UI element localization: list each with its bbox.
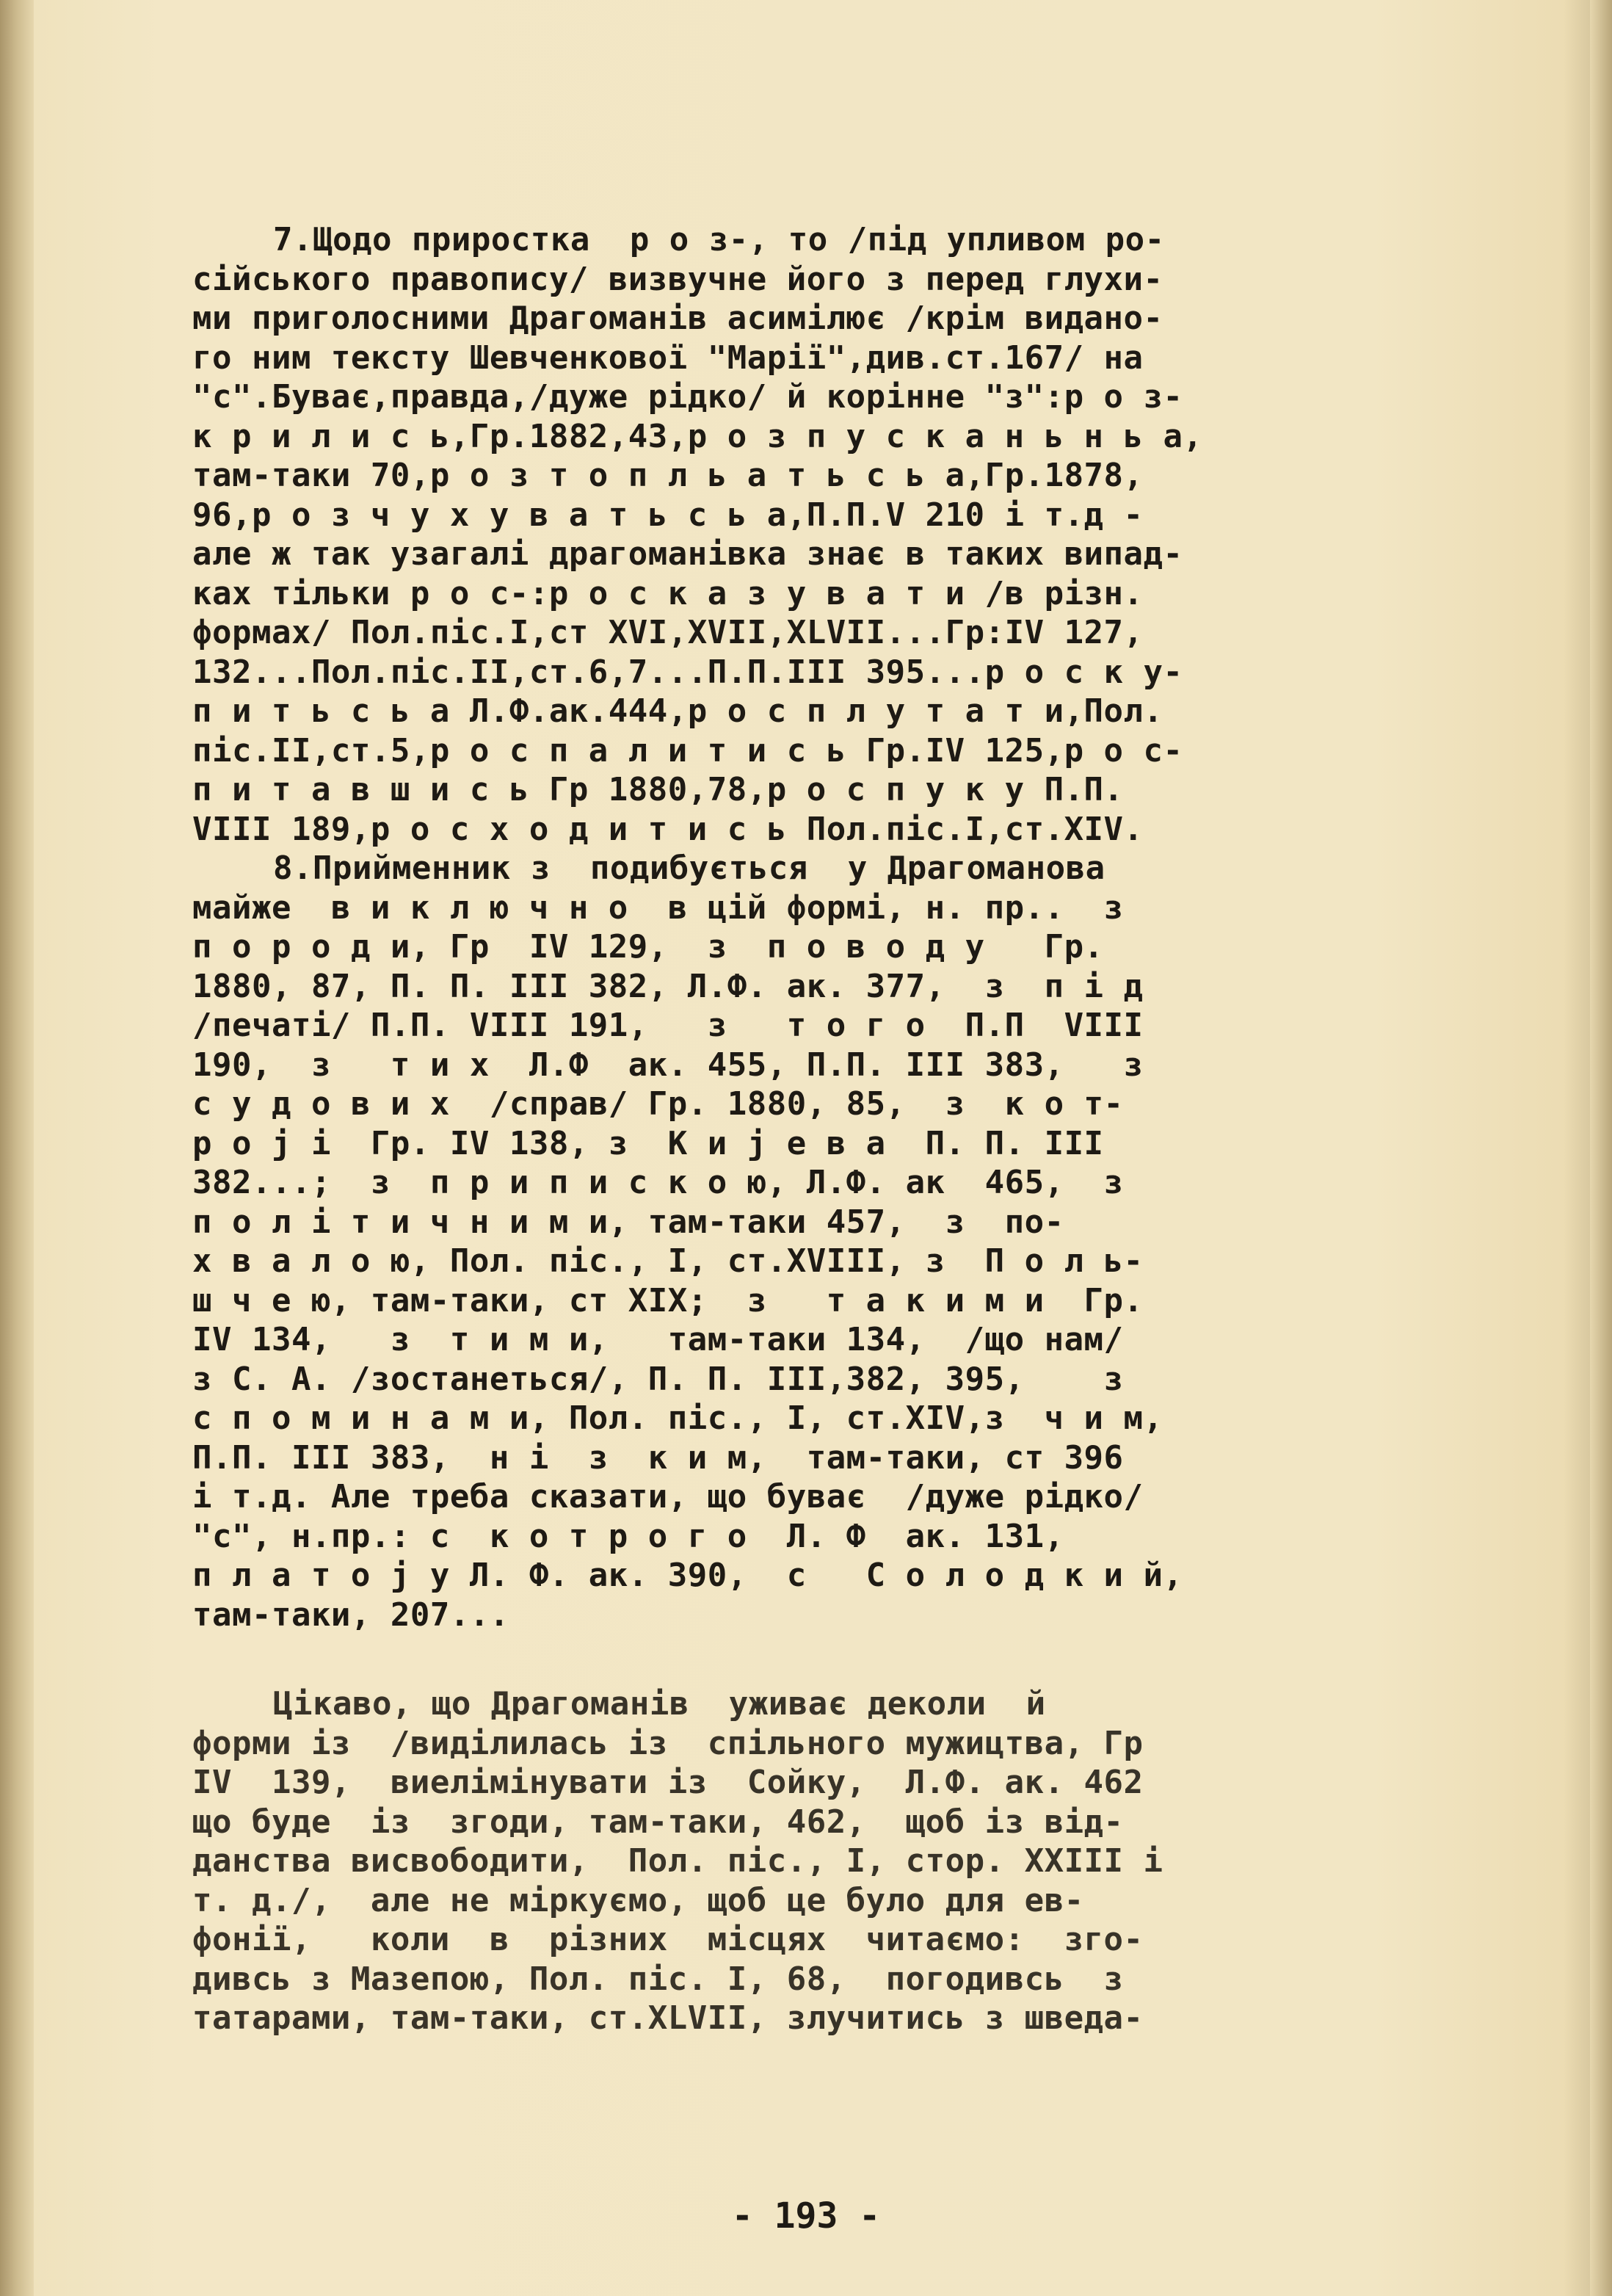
text-line: го ним тексту Шевченкової "Марії",див.ст.167/ на <box>192 338 1144 377</box>
page-number: - 193 - <box>731 2195 881 2237</box>
text-line: піс.II,ст.5,р о с п а л и т и с ь Гр.IV 125,р о с- <box>192 731 1183 769</box>
text-line: IV 134, з т и м и, там-таки 134, /що нам/ <box>192 1321 1124 1358</box>
paragraph-8 <box>192 849 1382 1634</box>
text-line: майже в и к л ю ч н о в цій формі, н. пр.. з <box>192 888 1124 927</box>
text-line: "с", н.пр.: с к о т р о г о Л. Ф ак. 131, <box>192 1517 1064 1555</box>
text-line: з С. А. /зостанеться/, П. П. III,382, 395, з <box>192 1360 1124 1398</box>
text-line: п л а т о j у Л. Ф. ак. 390, с С о л о д к и й, <box>192 1557 1183 1594</box>
text-line: але ж так узагалі драгоманівка знає в таких випад- <box>192 535 1183 573</box>
text-line: форми із /виділилась із спільного мужицтва, Гр <box>192 1724 1144 1762</box>
text-line: 1880, 87, П. П. III 382, Л.Ф. ак. 377, з п і д <box>192 967 1144 1005</box>
paragraph-9 <box>192 1684 1382 2038</box>
text-line: П.П. III 383, н і з к и м, там-таки, ст 396 <box>192 1438 1124 1477</box>
text-line: 190, з т и х Л.Ф ак. 455, П.П. III 383, з <box>192 1046 1144 1084</box>
text-line: Цікаво, що Драгоманів уживає деколи й <box>273 1685 1046 1723</box>
paragraph-gap <box>192 1634 1382 1684</box>
text-line: що буде із згоди, там-таки, 462, щоб із від- <box>192 1803 1124 1841</box>
typewritten-text <box>192 220 1382 2038</box>
text-line: 8.Прийменник з подибується у Драгоманова <box>273 850 1105 887</box>
text-line: п и т а в ш и с ь Гр 1880,78,р о с п у к у П.П. <box>192 771 1124 808</box>
text-line: ках тільки р о с-:р о с к а з у в а т и /в різн. <box>192 574 1144 612</box>
text-line: там-таки 70,р о з т о п л ь а т ь с ь а,Гр.1878, <box>192 457 1144 494</box>
text-line: татарами, там-таки, ст.XLVII, злучитись з шведа- <box>192 1999 1144 2037</box>
text-line: там-таки, 207... <box>192 1596 509 1634</box>
text-line: дивсь з Мазепою, Пол. піс. I, 68, погодивсь з <box>192 1960 1124 1998</box>
text-line: "с".Буває,правда,/дуже рідко/ й корінне "з":р о з- <box>192 378 1183 416</box>
text-line: /печаті/ П.П. VIII 191, з т о г о П.П VIII <box>192 1007 1144 1044</box>
text-line: 132...Пол.піс.II,ст.6,7...П.П.III 395...р о с к у- <box>192 653 1183 691</box>
text-line: п о р о д и, Гр IV 129, з п о в о д у Гр. <box>192 928 1104 966</box>
text-line: 382...; з п р и п и с к о ю, Л.Ф. ак 465, з <box>192 1164 1124 1201</box>
text-line: фонії, коли в різних місцях читаємо: зго- <box>192 1921 1144 1958</box>
text-line: к р и л и с ь,Гр.1882,43,р о з п у с к а н ь н ь а, <box>192 417 1203 455</box>
page-edge-shadow <box>1590 0 1612 2296</box>
text-line: п и т ь с ь а Л.Ф.ак.444,р о с п л у т а т и,Пол. <box>192 692 1163 730</box>
text-line: р о j і Гр. IV 138, з К и j е в а П. П. III <box>192 1124 1104 1162</box>
paragraph-7 <box>192 220 1382 849</box>
text-line: 7.Щодо приростка р о з-, то /під упливом ро- <box>273 221 1165 258</box>
text-line: ш ч е ю, там-таки, ст XIX; з т а к и м и Гр. <box>192 1281 1144 1319</box>
text-line: п о л і т и ч н и м и, там-таки 457, з по- <box>192 1203 1064 1241</box>
text-line: і т.д. Але треба сказати, що буває /дуже рідко/ <box>192 1478 1144 1515</box>
text-line: ми приголосними Драгоманів асимілює /крім видано- <box>192 300 1163 337</box>
text-line: сійського правопису/ визвучне його з перед глухи- <box>192 260 1163 298</box>
text-line: 96,р о з ч у х у в а т ь с ь а,П.П.V 210 і т.д - <box>192 496 1144 534</box>
text-line: т. д./, але не міркуємо, щоб це було для ев- <box>192 1881 1084 1919</box>
text-line: IV 139, виелімінувати із Сойку, Л.Ф. ак. 462 <box>192 1764 1144 1801</box>
text-line: VIII 189,р о с х о д и т и с ь Пол.піс.I,ст.XIV. <box>192 810 1144 848</box>
text-line: с у д о в и х /справ/ Гр. 1880, 85, з к о т- <box>192 1085 1124 1123</box>
text-line: формах/ Пол.піс.I,ст XVI,XVII,XLVII...Гр:IV 127, <box>192 614 1144 651</box>
text-line: данства висвободити, Пол. піс., I, стор. XXIII і <box>192 1842 1163 1880</box>
book-spine-shadow <box>0 0 34 2296</box>
text-line: х в а л о ю, Пол. піс., I, ст.XVIII, з П о л ь- <box>192 1242 1144 1280</box>
text-line: с п о м и н а м и, Пол. піс., I, ст.XIV,з ч и м, <box>192 1399 1163 1437</box>
